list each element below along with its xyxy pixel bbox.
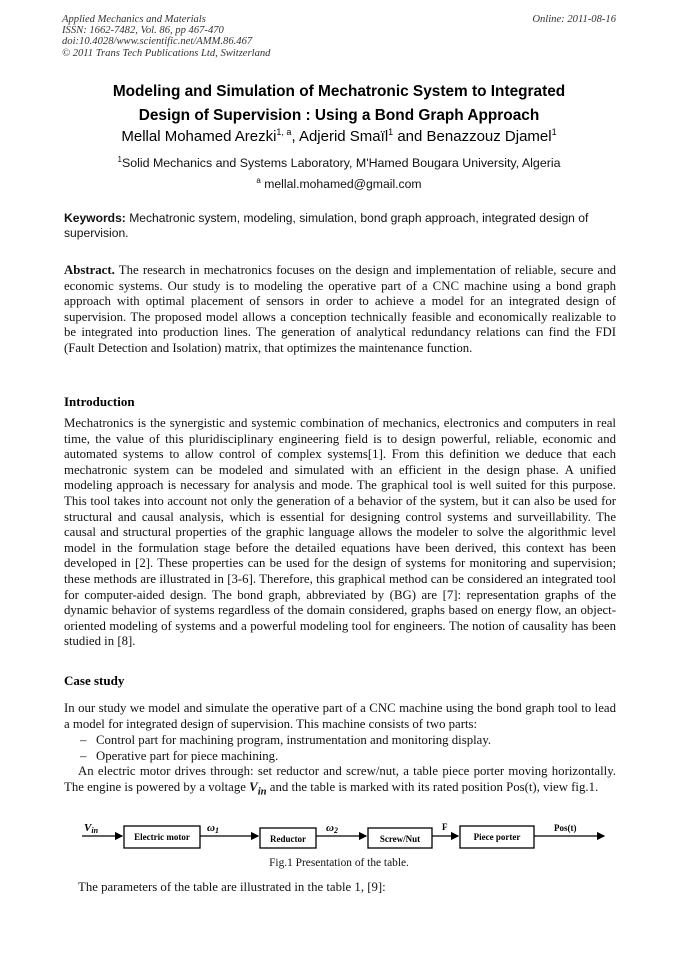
introduction-text: Mechatronics is the synergistic and systemic combination of mechanics, electronics and computers in real time, the value of this pluridisciplinary engineering field is to design powerful, reliable, economic and automated systems to allow control of complex systems[1]. From this definition we deduce that each mechatronic system can be modeled and simulated with an efficient in the design phase. A unified modeling approach is necessary for analysis and mode. The graphical tool is well suited for this purpose. This tool takes into account not only the generation of a behavior of the system, but it can also be used for structural and causal analysis, which is essential for designing control systems and surveillability. The causal and structural properties of the graphic language allows the modeler to solve the algorithmic level model in the formulation stage before the detailed equations have been derived, this context has been developed in [2]. These properties can be used for the design of systems for monitoring and supervision; these methods are illustrated in [3-6]. Therefore, this graphical method can be considered an integrated tool for computer-aided design. The bond graph, abbreviated by (BG) are [7]: representation graphs of the dynamic behavior of systems regardless of the domain considered, graphs based on energy flow, an object-oriented modeling of systems and a powerful modeling tool for engineers. The notion of causality has been studied in [8]. [64, 416, 616, 649]
running-header [62, 14, 616, 59]
abstract [64, 263, 616, 357]
title-line-2: Design of Supervision : Using a Bond Graph Approach [138, 107, 540, 124]
affiliation-text: Solid Mechanics and Systems Laboratory, M'Hamed Bougara University, Algeria [121, 156, 561, 171]
online-date: Online: 2011-08-16 [532, 14, 616, 25]
block-reductor-label: Reductor [270, 834, 306, 844]
author-2: , Adjerid Smaïl [291, 128, 389, 145]
author-3: and Benazzouz Djamel [393, 128, 552, 145]
block-electric-motor-label: Electric motor [134, 832, 190, 842]
abstract-text: The research in mechatronics focuses on the design and implementation of reliable, secure and economic systems. Our study is to modeling the operative part of a CNC machine using a bond graph approach with optimal placement of sensors in order to achieve a model for an integrated design of supervision. The proposed model allows a conception technically feasible and economically realizable to be integrated into production lines. The generation of analytical redundancy relations can find the FDI (Fault Detection and Isolation) matrix, that optimizes the maintenance function. [64, 263, 616, 355]
abstract-label: Abstract. [64, 263, 115, 277]
block-screw-nut-label: Screw/Nut [379, 834, 421, 844]
author-2-sup: 1 [388, 127, 394, 137]
affiliation [0, 155, 678, 170]
input-label: Vin [84, 822, 99, 835]
introduction-heading: Introduction [64, 394, 135, 409]
copyright: © 2011 Trans Tech Publications Ltd, Switzerland [62, 47, 271, 59]
list-item: – Operative part for piece machining. [80, 749, 616, 765]
table-intro-text: The parameters of the table are illustrated in the table 1, [9]: [78, 880, 386, 894]
figure-caption: Fig.1 Presentation of the table. [269, 857, 409, 869]
case-study-heading: Case study [64, 673, 125, 688]
case-study-text-2a: An electric motor drives through: set reductor and screw/nut, a table piece porter moving horizontally. The engine is powered by a voltage [64, 764, 616, 794]
author-3-sup: 1 [551, 127, 557, 137]
keywords-text: Mechatronic system, modeling, simulation, bond graph approach, integrated design of supervision. [64, 211, 589, 241]
omega-1-label: ω1 [207, 822, 219, 835]
case-study-text-2 [64, 764, 616, 800]
email-sup: a [256, 176, 261, 185]
author-1: Mellal Mohamed Arezki [121, 128, 277, 145]
vin-symbol: $V_{in}$ [249, 779, 267, 798]
output-label: Pos(t) [554, 823, 577, 833]
keywords-label: Keywords: [64, 211, 126, 225]
email-text: mellal.mohamed@gmail.com [260, 177, 422, 192]
case-study-text: In our study we model and simulate the operative part of a CNC machine using the bond graph tool to lead a model for integrated design of supervision. This machine consists of two parts: [64, 701, 616, 731]
title-line-1: Modeling and Simulation of Mechatronic System to Integrated [112, 83, 566, 100]
email [0, 176, 678, 191]
journal-name: Applied Mechanics and Materials [62, 14, 206, 25]
issn: ISSN: 1662-7482, Vol. 86, pp 467-470 [62, 25, 224, 37]
paper-title [40, 80, 638, 128]
doi: doi:10.4028/www.scientific.net/AMM.86.467 [62, 36, 253, 48]
case-study-list [80, 733, 616, 764]
block-piece-porter-label: Piece porter [473, 832, 521, 842]
list-item: – Control part for machining program, instrumentation and monitoring display. [80, 733, 616, 749]
omega-2-label: ω2 [326, 822, 338, 835]
authors [0, 127, 678, 145]
block-diagram [72, 820, 612, 860]
case-study-text-2b: and the table is marked with its rated position Pos(t), view fig.1. [266, 779, 599, 794]
keywords [64, 211, 616, 241]
author-1-sup: 1, a [276, 127, 292, 137]
affiliation-sup: 1 [117, 155, 122, 164]
force-label: F [442, 822, 448, 832]
